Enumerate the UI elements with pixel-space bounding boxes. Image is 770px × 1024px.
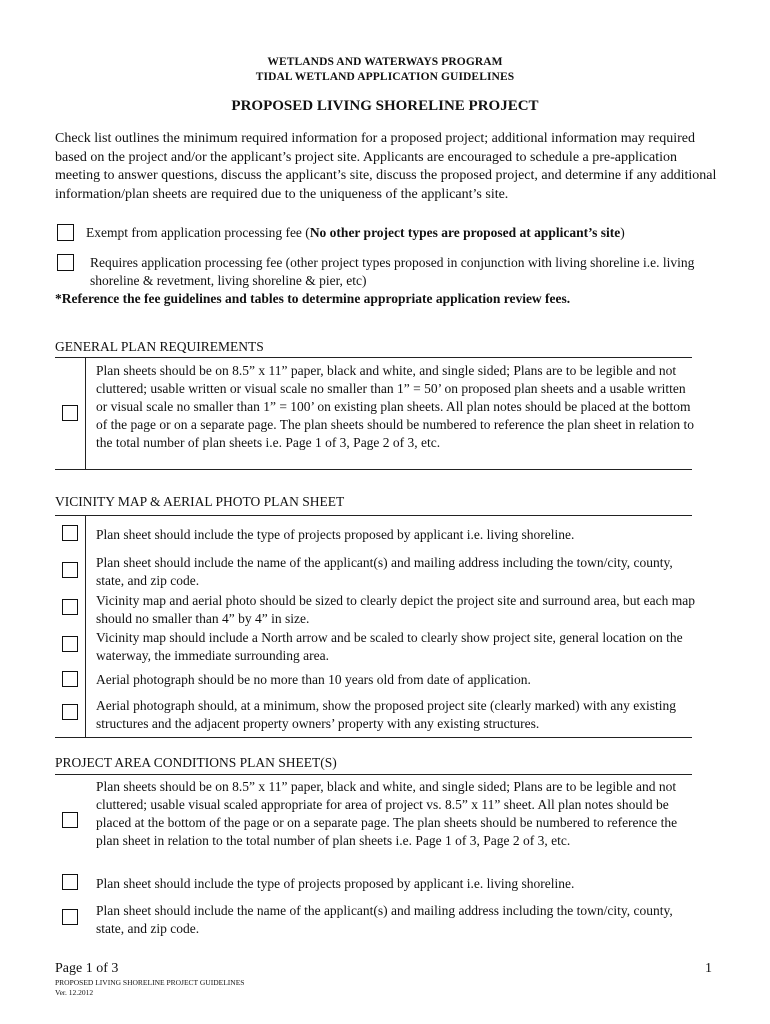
section-divider bbox=[55, 737, 692, 738]
column-divider bbox=[85, 358, 86, 469]
guidelines-header: TIDAL WETLAND APPLICATION GUIDELINES bbox=[255, 71, 515, 83]
requires-fee-option: Requires application processing fee (other project types proposed in conjunction with living shoreline i.e. living shoreline & revetment, living shoreline & pier, etc) bbox=[90, 255, 695, 288]
exempt-fee-option bbox=[86, 224, 706, 242]
exempt-fee-checkbox[interactable] bbox=[57, 224, 74, 241]
section-divider bbox=[55, 357, 692, 358]
column-divider bbox=[85, 516, 86, 737]
intro-paragraph: Check list outlines the minimum required information for a proposed project; additional information may required based on the project and/or the applicant’s project site. Applicants are encouraged to schedule a pre-application meeting to answer questions, discuss the applicant’s site, discuss the proposed project, and determine if any additional information/plan sheets are required due to the uniqueness of the applicant’s site. bbox=[55, 131, 717, 202]
checklist-checkbox[interactable] bbox=[62, 525, 78, 541]
checklist-item-text: Plan sheets should be on 8.5” x 11” paper, black and white, and single sided; Plans are to be legible and not cluttered; usable visual scaled appropriate for area of project vs. 8.5” x 11” sheet. All plan notes should be placed at the bottom of the page or on a separate page. The plan sheets should be numbered to reference the plan sheet in relation to the total number of plan sheets i.e. Page 1 of 3, Page 2 of 3, etc. bbox=[96, 779, 678, 849]
checklist-checkbox[interactable] bbox=[62, 405, 78, 421]
checklist-item-text: Vicinity map should include a North arrow and be scaled to clearly show project site, general location on the waterway, the immediate surrounding area. bbox=[96, 630, 683, 664]
checklist-checkbox[interactable] bbox=[62, 599, 78, 615]
exempt-fee-bold-text: No other project types are proposed at applicant’s site bbox=[309, 225, 621, 240]
checklist-item-text: Plan sheet should include the name of the applicant(s) and mailing address including the town/city, county, state, and zip code. bbox=[96, 555, 673, 589]
checklist-item-text: Vicinity map and aerial photo should be sized to clearly depict the project site and surround area, but each map should no smaller than 4” by 4” in size. bbox=[96, 593, 695, 627]
checklist-item-text: Aerial photograph should be no more than 10 years old from date of application. bbox=[96, 672, 531, 687]
program-header: WETLANDS AND WATERWAYS PROGRAM bbox=[267, 56, 503, 68]
exempt-fee-text: Exempt from application processing fee ( bbox=[86, 225, 310, 240]
checklist-checkbox[interactable] bbox=[62, 874, 78, 890]
fee-reference-note: *Reference the fee guidelines and tables to determine appropriate application review fees. bbox=[55, 291, 571, 306]
section-divider bbox=[55, 774, 692, 775]
checklist-item-text: Plan sheet should include the name of the applicant(s) and mailing address including the town/city, county, state, and zip code. bbox=[96, 903, 673, 937]
section-divider bbox=[55, 515, 692, 516]
page-title: PROPOSED LIVING SHORELINE PROJECT bbox=[231, 98, 539, 114]
checklist-item-text: Plan sheet should include the type of projects proposed by applicant i.e. living shoreline. bbox=[96, 527, 575, 542]
requires-fee-checkbox[interactable] bbox=[57, 254, 74, 271]
checklist-checkbox[interactable] bbox=[62, 636, 78, 652]
footer-version: Ver. 12.2012 bbox=[55, 988, 94, 997]
section-heading-vicinity-map: VICINITY MAP & AERIAL PHOTO PLAN SHEET bbox=[55, 494, 345, 509]
footer-document-name: PROPOSED LIVING SHORELINE PROJECT GUIDELINES bbox=[55, 978, 245, 987]
checklist-checkbox[interactable] bbox=[62, 671, 78, 687]
checklist-checkbox[interactable] bbox=[62, 704, 78, 720]
exempt-fee-tail: ) bbox=[620, 225, 625, 240]
footer-page-number: 1 bbox=[705, 961, 712, 976]
section-heading-general-plan: GENERAL PLAN REQUIREMENTS bbox=[55, 339, 264, 354]
checklist-checkbox[interactable] bbox=[62, 562, 78, 578]
footer-page-label: Page 1 of 3 bbox=[55, 961, 119, 976]
section-divider bbox=[55, 469, 692, 470]
checklist-item-text: Aerial photograph should, at a minimum, show the proposed project site (clearly marked) with any existing structures and the adjacent property owners’ property with any existing structures. bbox=[96, 698, 676, 732]
checklist-checkbox[interactable] bbox=[62, 812, 78, 828]
section-heading-project-area: PROJECT AREA CONDITIONS PLAN SHEET(S) bbox=[55, 755, 337, 770]
checklist-item-text: Plan sheets should be on 8.5” x 11” paper, black and white, and single sided; Plans are to be legible and not cluttered; usable written or visual scale no smaller than 1” = 50’ on proposed plan sheets and a usable written or visual scale no smaller than 1” = 100’ on existing plan sheets. All plan notes should be placed at the bottom of the page or on a separate page. The plan sheets should be numbered to reference the plan sheet in relation to the total number of plan sheets i.e. Page 1 of 3, Page 2 of 3, etc. bbox=[96, 363, 695, 451]
checklist-item-text: Plan sheet should include the type of projects proposed by applicant i.e. living shoreline. bbox=[96, 876, 575, 891]
checklist-checkbox[interactable] bbox=[62, 909, 78, 925]
